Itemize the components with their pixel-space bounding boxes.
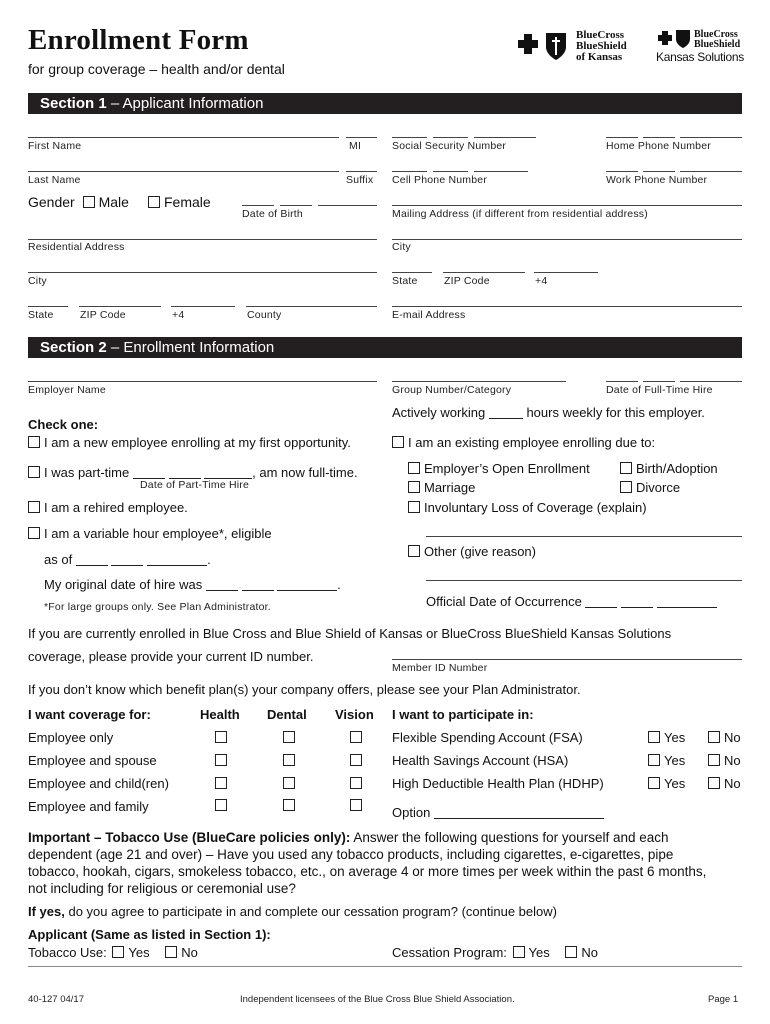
original-hire-period: . — [337, 577, 341, 592]
state-right-label: State — [392, 275, 418, 287]
zip-left-label: ZIP Code — [80, 309, 126, 321]
cell-phone-label: Cell Phone Number — [392, 174, 488, 186]
as-of-row — [44, 552, 211, 567]
part-time-checkbox[interactable] — [28, 466, 40, 478]
first-name-label: First Name — [28, 140, 82, 152]
other-reason-checkbox[interactable] — [408, 545, 420, 557]
fsa-yes-label: Yes — [664, 730, 686, 745]
suffix-label: Suffix — [346, 174, 374, 186]
as-of-month-field[interactable] — [76, 553, 108, 566]
cessation-no-checkbox[interactable] — [565, 946, 577, 958]
vision-employee-checkbox[interactable] — [350, 731, 362, 743]
tobacco-bold: Important – Tobacco Use (BlueCare policies only): — [28, 830, 351, 845]
coverage-row-employee: Employee only — [28, 730, 114, 745]
work-phone-label: Work Phone Number — [606, 174, 708, 186]
participate-hdhp: High Deductible Health Plan (HDHP) — [392, 776, 604, 791]
as-of-period: . — [207, 552, 211, 567]
if-yes-row — [28, 904, 557, 919]
actively-working-post: hours weekly for this employer. — [526, 405, 705, 420]
option-row — [392, 805, 604, 820]
footnote: *For large groups only. See Plan Administrator. — [44, 601, 271, 613]
actively-working-row — [392, 405, 705, 420]
page-number: Page 1 — [708, 994, 739, 1005]
female-label: Female — [164, 194, 211, 210]
tobacco-line4: not including for religious or ceremonial use? — [28, 881, 296, 896]
hdhp-no-checkbox[interactable] — [708, 777, 720, 789]
section1-header — [28, 93, 742, 114]
dental-family-checkbox[interactable] — [283, 799, 295, 811]
applicant-same-label: Applicant (Same as listed in Section 1): — [28, 927, 271, 942]
existing-employee-label: I am an existing employee enrolling due to: — [408, 435, 656, 450]
hsa-yes — [648, 753, 685, 768]
plan-admin-note: If you don’t know which benefit plan(s) your company offers, please see your Plan Administrator. — [28, 682, 581, 697]
marriage-label: Marriage — [424, 480, 476, 495]
fsa-yes-checkbox[interactable] — [648, 731, 660, 743]
open-enrollment-checkbox[interactable] — [408, 462, 420, 474]
original-hire-month-field[interactable] — [206, 578, 238, 591]
original-hire-year-field[interactable] — [277, 578, 337, 591]
employer-name-label: Employer Name — [28, 384, 106, 396]
option-variable-hour — [28, 526, 272, 541]
original-hire-day-field[interactable] — [242, 578, 274, 591]
tobacco-no-checkbox[interactable] — [165, 946, 177, 958]
form-title: Enrollment Form — [28, 24, 249, 56]
form-number: 40-127 04/17 — [28, 994, 84, 1005]
as-of-label: as of — [44, 552, 73, 567]
new-employee-label: I am a new employee enrolling at my first opportunity. — [44, 435, 351, 450]
hsa-no — [708, 753, 741, 768]
dental-children-checkbox[interactable] — [283, 777, 295, 789]
divorce-label: Divorce — [636, 480, 681, 495]
marriage-checkbox[interactable] — [408, 481, 420, 493]
as-of-year-field[interactable] — [147, 553, 207, 566]
cessation-row — [392, 945, 598, 960]
option-label: Option — [392, 805, 431, 820]
mi-label: MI — [349, 140, 362, 152]
hdhp-yes-checkbox[interactable] — [648, 777, 660, 789]
logo1-line3: of Kansas — [576, 51, 623, 63]
rehired-checkbox[interactable] — [28, 501, 40, 513]
mailing-address-label: Mailing Address (if different from residential address) — [392, 208, 648, 220]
variable-hour-checkbox[interactable] — [28, 527, 40, 539]
check-one-label: Check one: — [28, 417, 99, 432]
hdhp-yes — [648, 776, 685, 791]
cessation-label: Cessation Program: — [392, 945, 507, 960]
vision-spouse-checkbox[interactable] — [350, 754, 362, 766]
reason-open-enrollment — [408, 461, 590, 476]
coverage-row-spouse: Employee and spouse — [28, 753, 157, 768]
cessation-yes-label: Yes — [528, 945, 550, 960]
occurrence-row — [426, 594, 717, 609]
option-rehired — [28, 500, 188, 515]
logo2-line2: BlueShield — [694, 39, 741, 50]
hsa-yes-checkbox[interactable] — [648, 754, 660, 766]
health-employee-checkbox[interactable] — [215, 731, 227, 743]
health-column-header: Health — [200, 707, 240, 722]
participate-hsa: Health Savings Account (HSA) — [392, 753, 569, 768]
occurrence-year-field[interactable] — [657, 595, 717, 608]
state-left-label: State — [28, 309, 54, 321]
participate-fsa: Flexible Spending Account (FSA) — [392, 730, 583, 745]
zip-right-label: ZIP Code — [444, 275, 490, 287]
male-label: Male — [98, 194, 129, 210]
current-id-line1: If you are currently enrolled in Blue Cross and Blue Shield of Kansas or BlueCross BlueShield Kansas Solutions — [28, 626, 672, 641]
occurrence-label: Official Date of Occurrence — [426, 594, 582, 609]
occurrence-day-field[interactable] — [621, 595, 653, 608]
tobacco-yes-label: Yes — [128, 945, 150, 960]
health-children-checkbox[interactable] — [215, 777, 227, 789]
hdhp-no — [708, 776, 741, 791]
bcbs-kansas-solutions-logo — [656, 28, 744, 66]
ssn-label: Social Security Number — [392, 140, 507, 152]
reason-other — [408, 544, 536, 559]
tobacco-no-label: No — [181, 945, 198, 960]
involuntary-label: Involuntary Loss of Coverage (explain) — [424, 500, 647, 515]
original-hire-label: My original date of hire was — [44, 577, 203, 592]
plus4-left-label: +4 — [172, 309, 185, 321]
option-part-time — [28, 465, 358, 480]
hsa-no-checkbox[interactable] — [708, 754, 720, 766]
form-subtitle: for group coverage – health and/or dental — [28, 61, 285, 77]
if-yes-rest: do you agree to participate in and complete our cessation program? (continue below) — [64, 904, 557, 919]
coverage-row-family: Employee and family — [28, 799, 149, 814]
section2-title-bold: Section 2 — [40, 339, 107, 356]
fsa-no — [708, 730, 741, 745]
existing-employee-checkbox[interactable] — [392, 436, 404, 448]
coverage-header: I want coverage for: — [28, 707, 151, 722]
dob-label: Date of Birth — [242, 208, 303, 220]
reason-divorce — [620, 480, 680, 495]
part-time-day-field[interactable] — [169, 466, 201, 479]
new-employee-checkbox[interactable] — [28, 436, 40, 448]
tobacco-line2: dependent (age 21 and over) – Have you used any tobacco products, including cigarettes, e-cigarettes, pipe — [28, 847, 674, 862]
cross-shield-icon-small — [656, 28, 692, 50]
fsa-no-checkbox[interactable] — [708, 731, 720, 743]
option-new-employee — [28, 435, 351, 450]
hsa-no-label: No — [724, 753, 741, 768]
logo1-line1: BlueCross — [576, 29, 625, 41]
birth-adoption-label: Birth/Adoption — [636, 461, 718, 476]
section2-header — [28, 337, 742, 358]
tobacco-use-row — [28, 945, 198, 960]
option-existing-employee — [392, 435, 655, 450]
tobacco-line1-rest: Answer the following questions for yourself and each — [350, 830, 669, 845]
part-time-post: , am now full-time. — [252, 465, 358, 480]
tobacco-paragraph — [28, 829, 744, 897]
full-time-hire-label: Date of Full-Time Hire — [606, 384, 713, 396]
reason-birth-adoption — [620, 461, 718, 476]
email-label: E-mail Address — [392, 309, 466, 321]
tobacco-line3: tobacco, hookah, cigars, smokeless tobacco, etc., on average 4 or more times per week within the past 6 months, — [28, 864, 707, 879]
involuntary-checkbox[interactable] — [408, 501, 420, 513]
group-number-label: Group Number/Category — [392, 384, 512, 396]
part-time-pre: I was part-time — [44, 465, 130, 480]
option-field[interactable] — [434, 806, 604, 819]
city-left-label: City — [28, 275, 47, 287]
cross-shield-icon — [510, 30, 572, 64]
member-id-label: Member ID Number — [392, 662, 488, 674]
cessation-yes-checkbox[interactable] — [513, 946, 525, 958]
vision-family-checkbox[interactable] — [350, 799, 362, 811]
county-label: County — [247, 309, 282, 321]
logo1-line2: BlueShield — [576, 40, 627, 52]
original-hire-row — [44, 577, 341, 592]
tobacco-yes-checkbox[interactable] — [112, 946, 124, 958]
logo2-line1: BlueCross — [694, 29, 738, 40]
fsa-yes — [648, 730, 685, 745]
part-time-hire-label: Date of Part-Time Hire — [140, 479, 250, 491]
home-phone-label: Home Phone Number — [606, 140, 711, 152]
female-option — [148, 194, 211, 210]
fsa-no-label: No — [724, 730, 741, 745]
logo2-line3: Kansas Solutions — [656, 50, 744, 64]
hdhp-yes-label: Yes — [664, 776, 686, 791]
city-right-label: City — [392, 241, 411, 253]
section2-title-rest: – Enrollment Information — [106, 339, 275, 356]
vision-children-checkbox[interactable] — [350, 777, 362, 789]
actively-working-pre: Actively working — [392, 405, 486, 420]
if-yes-bold: If yes, — [28, 904, 65, 919]
section1-title-rest: – Applicant Information — [106, 95, 264, 112]
vision-column-header: Vision — [335, 707, 374, 722]
current-id-line2: coverage, please provide your current ID number. — [28, 649, 314, 664]
birth-adoption-checkbox[interactable] — [620, 462, 632, 474]
residential-address-label: Residential Address — [28, 241, 125, 253]
divorce-checkbox[interactable] — [620, 481, 632, 493]
health-spouse-checkbox[interactable] — [215, 754, 227, 766]
occurrence-month-field[interactable] — [585, 595, 617, 608]
dental-column-header: Dental — [267, 707, 307, 722]
health-family-checkbox[interactable] — [215, 799, 227, 811]
reason-marriage — [408, 480, 475, 495]
other-reason-label: Other (give reason) — [424, 544, 536, 559]
plus4-right-label: +4 — [535, 275, 548, 287]
male-checkbox[interactable] — [83, 196, 95, 208]
variable-hour-label: I am a variable hour employee*, eligible — [44, 526, 272, 541]
dental-employee-checkbox[interactable] — [283, 731, 295, 743]
cessation-no-label: No — [581, 945, 598, 960]
part-time-year-field[interactable] — [204, 466, 252, 479]
reason-involuntary — [408, 500, 647, 515]
licensee-note: Independent licensees of the Blue Cross Blue Shield Association. — [240, 994, 515, 1005]
last-name-label: Last Name — [28, 174, 81, 186]
gender-label: Gender — [28, 194, 75, 210]
as-of-day-field[interactable] — [111, 553, 143, 566]
bcbs-kansas-logo — [510, 28, 640, 66]
hsa-yes-label: Yes — [664, 753, 686, 768]
hdhp-no-label: No — [724, 776, 741, 791]
hours-field[interactable] — [489, 406, 523, 419]
part-time-month-field[interactable] — [133, 466, 165, 479]
open-enrollment-label: Employer’s Open Enrollment — [424, 461, 590, 476]
rehired-label: I am a rehired employee. — [44, 500, 188, 515]
participate-header: I want to participate in: — [392, 707, 534, 722]
tobacco-use-label: Tobacco Use: — [28, 945, 107, 960]
dental-spouse-checkbox[interactable] — [283, 754, 295, 766]
female-checkbox[interactable] — [148, 196, 160, 208]
coverage-row-children: Employee and child(ren) — [28, 776, 169, 791]
gender-row — [28, 194, 129, 210]
section1-title-bold: Section 1 — [40, 95, 107, 112]
